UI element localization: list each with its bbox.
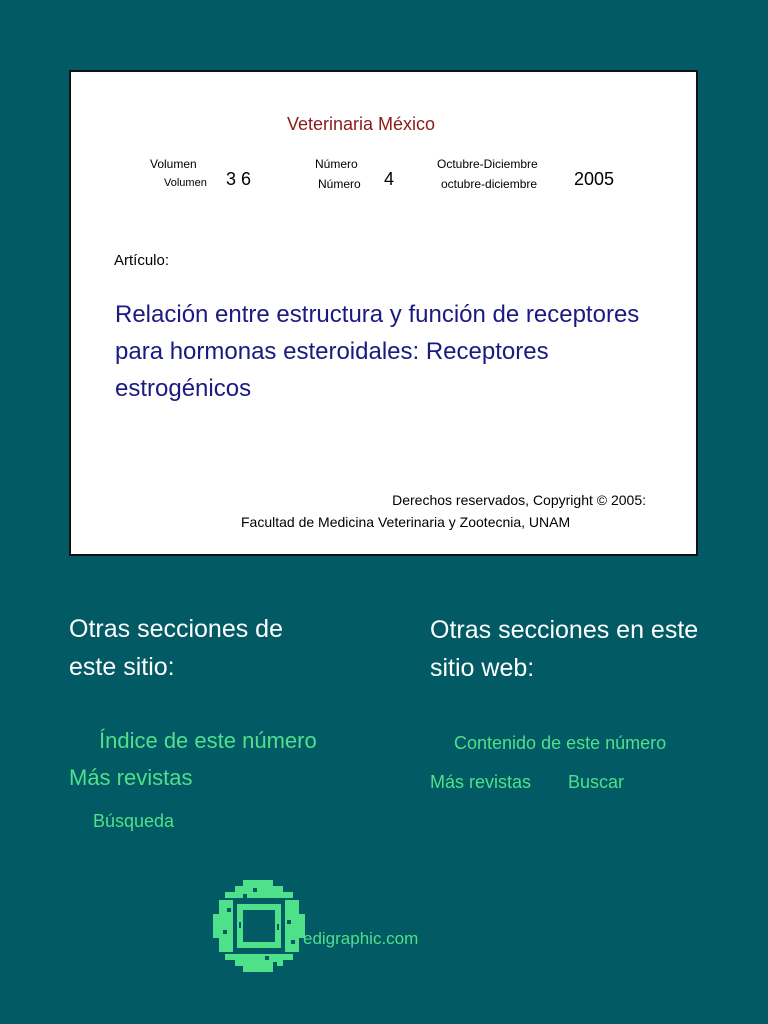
- volume-value: 3 6: [226, 169, 252, 189]
- volume-label: Volumen: [150, 157, 197, 171]
- copyright-line-1: Derechos reservados, Copyright © 2005:: [392, 492, 646, 508]
- number-label: Número: [315, 157, 358, 171]
- year-value: 2005: [574, 169, 615, 189]
- period-label-secondary: octubre-diciembre: [441, 177, 538, 191]
- logo-text[interactable]: edigraphic.com: [303, 929, 419, 948]
- medigraphic-logo-icon[interactable]: [213, 880, 305, 972]
- number-label-secondary: Número: [318, 177, 361, 191]
- volume-label-secondary: Volumen: [164, 177, 207, 189]
- number-value: 4: [384, 169, 395, 189]
- article-label: Artículo:: [114, 252, 170, 269]
- more-journals-link-secondary[interactable]: Más revistas: [430, 772, 532, 792]
- left-section-heading: Otras secciones de este sitio:: [69, 615, 283, 681]
- search-link[interactable]: Búsqueda: [93, 811, 175, 831]
- issue-card: [69, 70, 698, 556]
- search-link-secondary[interactable]: Buscar: [568, 772, 625, 792]
- right-section-heading: Otras secciones en este sitio web:: [430, 616, 699, 682]
- copyright-line-2: Facultad de Medicina Veterinaria y Zootecnia, UNAM: [241, 514, 571, 530]
- issue-index-link[interactable]: Índice de este número: [99, 728, 317, 753]
- period-label: Octubre-Diciembre: [437, 157, 538, 171]
- article-title: Relación entre estructura y función de receptores para hormonas esteroidales: Receptores estrogénicos: [115, 301, 640, 402]
- journal-name: Veterinaria México: [287, 114, 436, 134]
- more-journals-link[interactable]: Más revistas: [69, 765, 193, 790]
- issue-contents-link[interactable]: Contenido de este número: [454, 733, 667, 753]
